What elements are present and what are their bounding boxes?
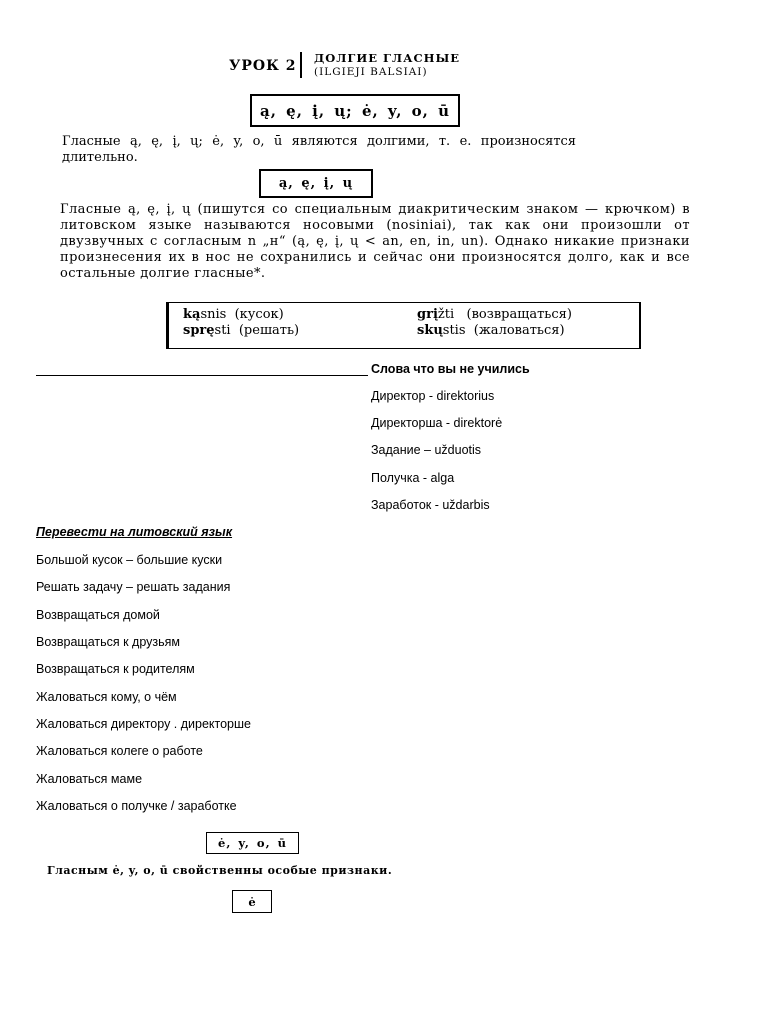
exercise-item: Решать задачу – решать задания [36,580,231,594]
lesson-title: ДОЛГИЕ ГЛАСНЫЕ [314,51,461,65]
vocab-entry: kąsnis (кусок) [183,307,284,322]
vocab-entry: spręsti (решать) [183,323,300,338]
vowel-e-box: ė [232,890,272,913]
paragraph-long-vowels: Гласные ą, ę, į, ų; ė, y, o, ū являются долгими, т. е. произносятся длительно. [62,134,576,165]
exercise-item: Жаловаться колеге о работе [36,744,203,758]
new-word-item: Задание – užduotis [371,443,482,457]
exercise-item: Возвращаться домой [36,608,160,622]
exercise-item: Жаловаться маме [36,772,143,786]
new-word-item: Заработок - uždarbis [371,498,490,512]
vowels-box-2: ė, y, o, ū [206,832,299,854]
lesson-number: УРОК 2 [229,58,297,74]
long-vowels-box: ą, ę, į, ų; ė, y, o, ū [250,94,460,127]
vocabulary-table [166,302,641,349]
vocab-entry: skųstis (жаловаться) [417,323,565,338]
new-word-item: Директор - direktorius [371,389,495,403]
header-divider [300,52,302,78]
exercise-item: Жаловаться кому, о чём [36,690,177,704]
nasal-vowels-box: ą, ę, į, ų [259,169,373,198]
exercise-item: Жаловаться о получке / заработке [36,799,237,813]
new-word-item: Директорша - direktorė [371,416,503,430]
vocab-entry: grįžti (возвращаться) [417,307,572,322]
exercise-item: Возвращаться к родителям [36,662,195,676]
exercise-item: Жаловаться директору . директорше [36,717,251,731]
horizontal-rule [36,375,368,376]
paragraph-nasal-vowels: Гласные ą, ę, į, ų (пишутся со специальным диакритическим знаком — крючком) в литовском языке называются носовыми (nosiniai), так как они произошли от двузвучных с согласным n „н“ (ą, ę, į, ų < an, en, in, un). Однако никакие признаки произнесения их в нос не сохранились и сейчас они произносятся долго, как и все остальные долгие гласные*. [60,202,690,281]
new-word-item: Получка - alga [371,471,455,485]
lesson-subtitle: (ILGIEJI BALSIAI) [314,66,428,78]
exercise-item: Большой кусок – большие куски [36,553,223,567]
vowels-sentence: Гласным ė, y, o, ū свойственны особые признаки. [47,864,393,877]
exercise-item: Возвращаться к друзьям [36,635,181,649]
translate-heading: Перевести на литовский язык [36,525,233,539]
new-words-heading: Слова что вы не учились [371,362,530,376]
